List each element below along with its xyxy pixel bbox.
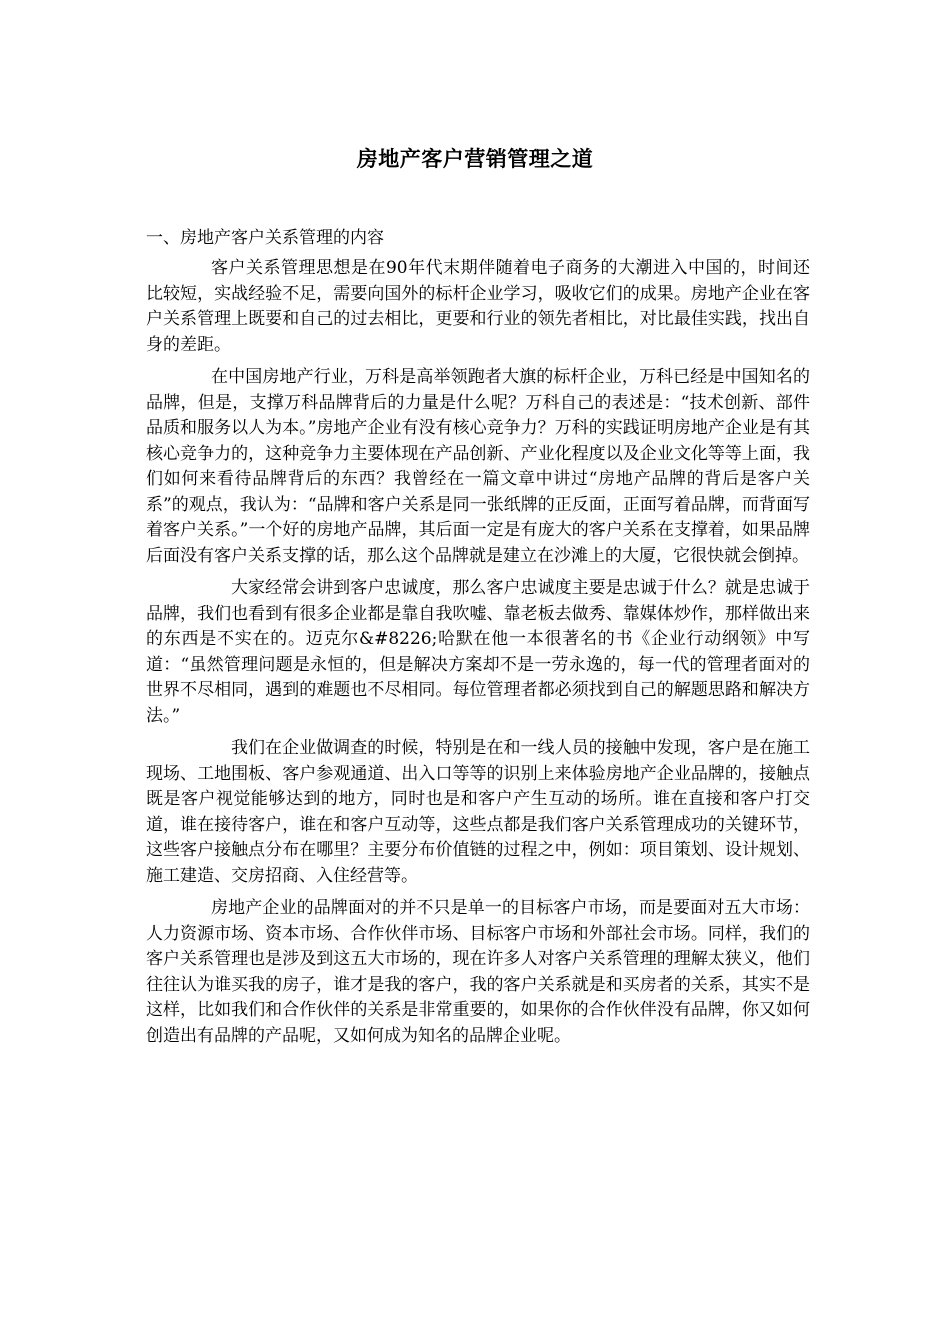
section-heading: 一、房地产客户关系管理的内容 — [146, 228, 384, 248]
paragraph: 房地产企业的品牌面对的并不只是单一的目标客户市场，而是要面对五大市场：人力资源市场、资本市场、合作伙伴市场、目标客户市场和外部社会市场。同样，我们的客户关系管理也是涉及到这五大市场的，现在许多人对客户关系管理的理解太狭义，他们往往认为谁买我的房子，谁才是我的客户，我的客户关系就是和买房者的关系，其实不是这样，比如我们和合作伙伴的关系是非常重要的，如果你的合作伙伴没有品牌，你又如何创造出有品牌的产品呢，又如何成为知名的品牌企业呢。 — [146, 898, 810, 1046]
paragraph: 我们在企业做调查的时候，特别是在和一线人员的接触中发现，客户是在施工现场、工地围板、客户参观通道、出入口等等的识别上来体验房地产企业品牌的，接触点既是客户视觉能够达到的地方，同时也是和客户产生互动的场所。谁在直接和客户打交道，谁在接待客户，谁在和客户互动等，这些点都是我们客户关系管理成功的关键环节，这些客户接触点分布在哪里？主要分布价值链的过程之中，例如：项目策划、设计规划、施工建造、交房招商、入住经营等。 — [146, 738, 810, 886]
page-title: 房地产客户营销管理之道 — [356, 146, 594, 171]
paragraph: 在中国房地产行业，万科是高举领跑者大旗的标杆企业，万科已经是中国知名的品牌，但是，支撑万科品牌背后的力量是什么呢？万科自己的表述是：“技术创新、部件品质和服务以人为本。”房地产企业有没有核心竞争力？万科的实践证明房地产企业是有其核心竞争力的，这种竞争力主要体现在产品创新、产业化程度以及企业文化等等上面，我们如何来看待品牌背后的东西？我曾经在一篇文章中讲过“房地产品牌的背后是客户关系”的观点，我认为：“品牌和客户关系是同一张纸牌的正反面，正面写着品牌，而背面写着客户关系。”一个好的房地产品牌，其后面一定是有庞大的客户关系在支撑着，如果品牌后面没有客户关系支撑的话，那么这个品牌就是建立在沙滩上的大厦，它很快就会倒掉。 — [146, 367, 810, 566]
paragraph: 大家经常会讲到客户忠诚度，那么客户忠诚度主要是忠诚于什么？就是忠诚于品牌，我们也看到有很多企业都是靠自我吹嘘、靠老板去做秀、靠媒体炒作，那样做出来的东西是不实在的。迈克尔&#8226;哈默在他一本很著名的书《企业行动纲领》中写道：“虽然管理问题是永恒的，但是解决方案却不是一劳永逸的，每一代的管理者面对的世界不尽相同，遇到的难题也不尽相同。每位管理者都必须找到自己的解题思路和解决方法。” — [146, 578, 810, 726]
body-text — [146, 256, 810, 1056]
paragraph: 客户关系管理思想是在90年代末期伴随着电子商务的大潮进入中国的，时间还比较短，实战经验不足，需要向国外的标杆企业学习，吸收它们的成果。房地产企业在客户关系管理上既要和自己的过去相比，更要和行业的领先者相比，对比最佳实践，找出自身的差距。 — [146, 258, 810, 355]
